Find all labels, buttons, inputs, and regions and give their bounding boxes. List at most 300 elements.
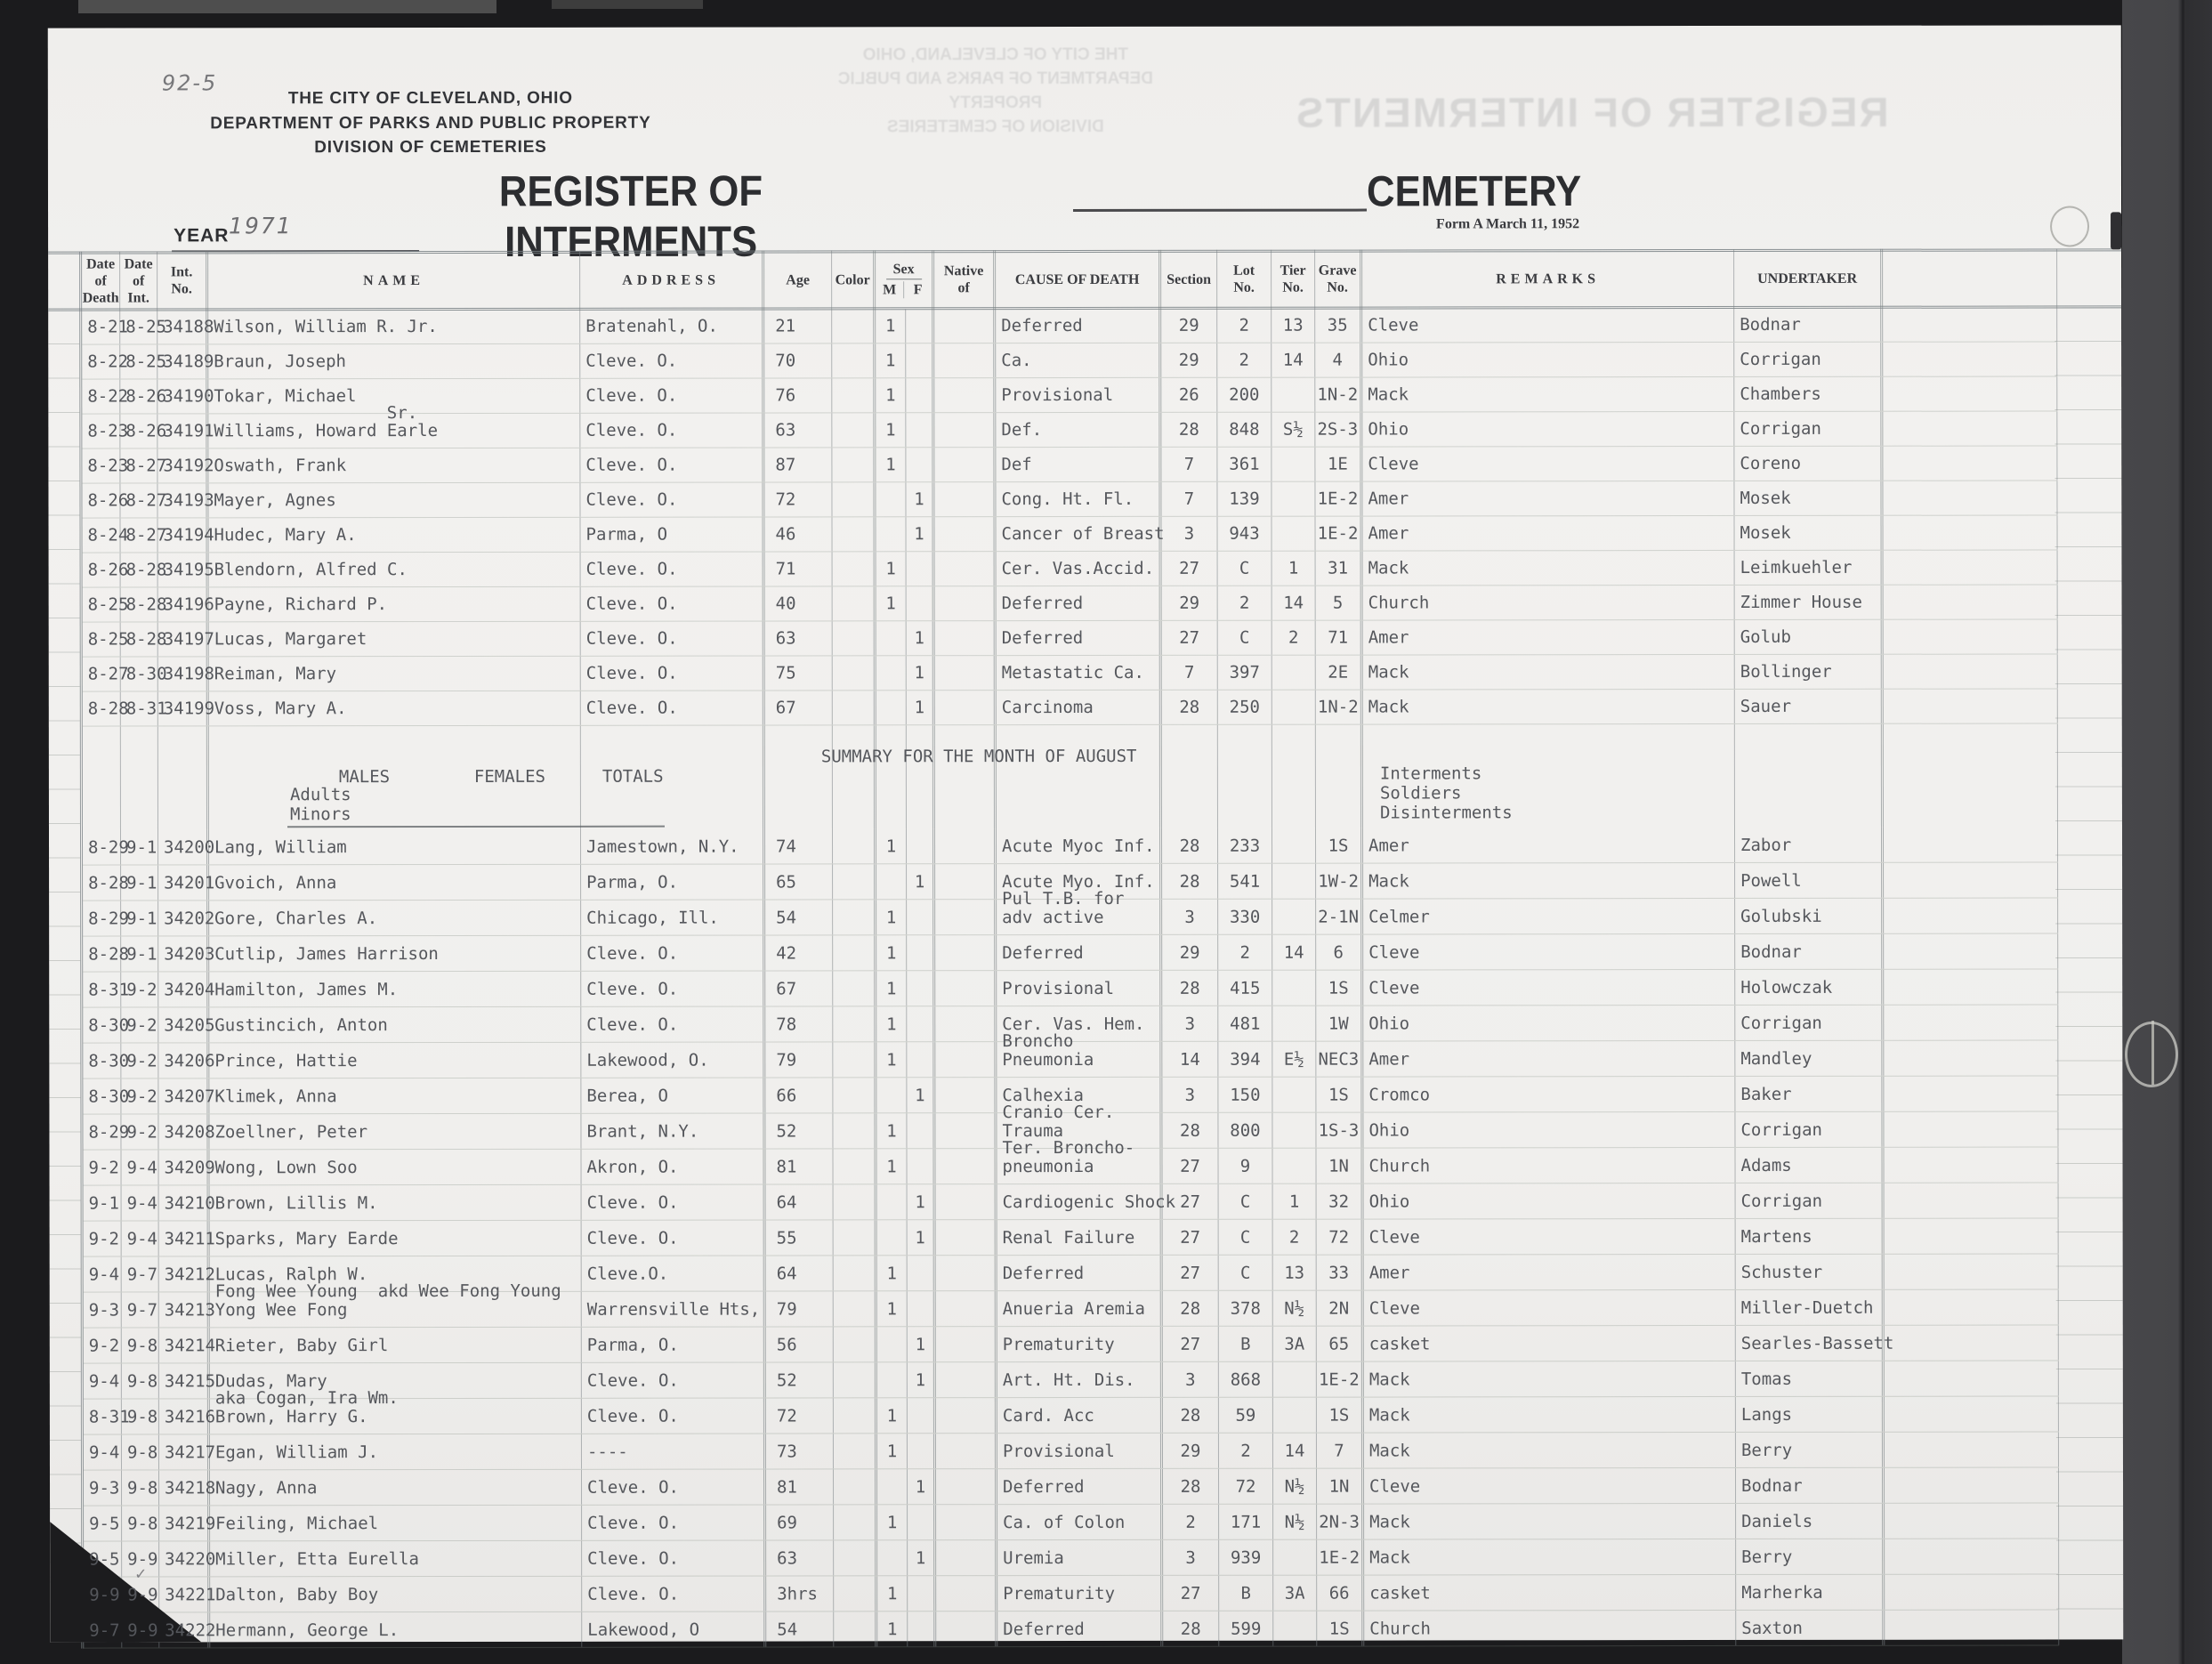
cell-grave [1315,309,1362,343]
header-sex-label: Sex [886,261,922,279]
cell-rem-value: Cleve [1368,454,1419,474]
cell-di-value: 9-2 [126,1086,157,1107]
cell-age-value: 56 [776,1334,797,1354]
cell-rem-value: Cleve [1368,977,1420,998]
cell-lot [1217,448,1271,481]
cell-addr-value: Cleve. O. [586,1370,679,1391]
cell-sec [1161,413,1217,447]
cell-f [908,1434,936,1468]
cell-age-value: 87 [775,455,796,475]
cell-color [833,935,876,970]
cell-sec [1163,1505,1219,1539]
cell-age [765,1149,833,1183]
cell-dd [84,1257,122,1292]
cell-age-value: 81 [777,1476,797,1497]
cell-lot [1218,828,1272,863]
header-date-of-int: Date of Int. [120,251,157,310]
cell-m-value: 1 [885,559,896,579]
cell-di-value: 9-8 [127,1477,158,1498]
cell-addr-value: Cleve. O. [585,594,678,614]
cell-name [209,622,581,657]
cell-lot [1218,691,1272,724]
cell-tier [1273,1220,1317,1255]
cell-rem [1362,308,1734,343]
cell-und [1736,1611,1885,1645]
cell-addr [582,1577,766,1611]
cell-addr-value: Bratenahl, O. [585,316,718,336]
cell-m [876,1006,907,1041]
cell-rem [1363,899,1735,934]
cell-grave-value: 1E-2 [1317,523,1359,544]
cell-rem-value: Mack [1368,870,1409,892]
cell-di [120,414,167,448]
cell-no [158,936,215,971]
cell-grave [1316,900,1363,934]
scanner-artifact [78,0,496,13]
cell-no-value: 34212 [164,1264,215,1284]
register-row-34200 [83,827,2058,865]
cell-und [1736,1255,1885,1289]
cell-no-value: 34197 [163,629,214,650]
cell-m [877,1184,908,1219]
cell-color [832,309,876,343]
cell-x [1885,1325,2059,1360]
cell-age [765,656,833,690]
cell-age-value: 78 [776,1014,797,1034]
cell-no-value: 34208 [164,1121,215,1142]
cell-age-value: 66 [776,1085,797,1105]
cell-f [908,1362,936,1397]
header-date-of-death: Date of Death [82,252,120,311]
cell-native [935,517,997,551]
cell-age [765,586,833,620]
cell-color [833,691,876,724]
cemetery-blank-line [1073,209,1367,212]
cell-no [158,1043,215,1078]
cell-f-value: 1 [915,1547,926,1568]
cell-di-value: 9-7 [126,1299,158,1321]
register-row-34219 [84,1503,2059,1541]
cell-di [122,1185,159,1220]
register-row-34211 [84,1218,2059,1256]
cell-m [876,656,907,690]
cell-und [1735,586,1884,619]
cell-addr [582,1612,766,1647]
cell-name [209,1007,581,1043]
cell-cause-value: Provisional [1002,1441,1115,1461]
cell-age [766,1398,834,1433]
cell-no [158,587,214,621]
cell-age-value: 67 [775,698,796,718]
cell-color [834,1576,877,1611]
cell-cause-value: Trauma [1002,1120,1064,1141]
cell-age-value: 74 [776,836,796,856]
cell-addr [582,1506,766,1540]
cell-di-value: 8-26 [125,386,167,407]
cell-dd-value: 8-28 [88,944,129,965]
cell-x [1884,550,2058,584]
cell-di [120,310,166,343]
cell-lot [1219,1362,1273,1397]
cell-sec-value: 28 [1180,1405,1201,1426]
cell-grave-value: 1S [1328,1619,1350,1639]
cell-no-value: 34211 [164,1228,215,1248]
cell-no-value: 34221 [165,1584,216,1604]
cell-native [935,1149,997,1183]
cell-rem-value: casket [1369,1582,1431,1603]
cell-tier [1272,864,1316,899]
handwritten-check-icon: ✓ [134,1565,148,1584]
cell-sec-value: 28 [1179,836,1200,856]
cell-name-value: Hudec, Mary A. [214,525,357,545]
month-summary-row [83,723,2058,829]
cell-dd [84,1506,122,1541]
cell-sec-value: 28 [1178,419,1199,440]
cell-f [908,1398,936,1433]
cell-di [120,448,167,482]
cell-dd-value: 8-26 [87,490,129,511]
cell-f [906,482,934,516]
cell-tier [1272,971,1316,1006]
cell-tier [1273,1540,1317,1575]
cell-sec-value: 29 [1178,315,1199,335]
cell-native [934,378,996,412]
cell-no-value: 34213 [164,1299,215,1320]
cell-lot-value: 2 [1239,315,1249,335]
cell-und [1736,1539,1885,1574]
cell-cause-value: Ca. of Colon [1003,1512,1126,1532]
cell-name [210,1506,582,1541]
cell-dd [83,1079,130,1114]
cell-no [158,657,214,691]
cell-grave [1317,1576,1364,1611]
cell-lot-value: 150 [1230,1085,1261,1105]
cell-dd-value: 9-1 [88,1193,119,1214]
cell-tier [1272,935,1316,970]
cell-dd-value: 8-30 [88,1086,130,1107]
cell-sec [1163,1256,1219,1290]
cell-no-value: 34205 [164,1014,215,1035]
cell-name [210,1434,582,1470]
cell-lot-value: B [1240,1334,1251,1354]
cell-age [765,935,833,970]
cell-name-above: Fong Wee Young akd Wee Fong Young [214,1280,561,1302]
cell-di [121,901,158,935]
cell-rem-value: Cleve [1368,315,1419,335]
cell-age [764,482,832,516]
cell-dd-value: 8-26 [87,560,129,580]
cell-cause-value: Prematurity [1003,1583,1116,1603]
cell-rem-value: Church [1368,1155,1431,1176]
cell-grave [1316,1149,1363,1183]
cell-sec [1163,1291,1219,1326]
cell-no [158,691,215,725]
cell-und [1734,343,1883,376]
cell-age-value: 46 [775,524,796,545]
cell-addr-value: Warrensville Hts, [586,1299,761,1320]
cell-age [766,1256,834,1290]
cell-addr-value: Cleve. O. [587,1477,679,1498]
cell-native [936,1398,997,1433]
cell-dd [83,692,129,726]
cell-sec-value: 29 [1178,350,1199,370]
cell-dd [83,901,129,936]
cell-m-value: 1 [886,1156,897,1176]
cell-m [876,448,906,481]
cell-cause-value: pneumonia [1002,1156,1094,1176]
cell-und-value: Berry [1741,1547,1793,1567]
cell-di-value: 9-9 [127,1584,158,1605]
cell-tier-value: 2 [1288,1227,1300,1248]
cell-cause [996,378,1161,412]
cell-age-value: 76 [775,385,796,406]
cell-rem-value: Ohio [1368,419,1409,440]
cell-color [832,482,876,516]
cell-f [908,1505,936,1539]
cell-no-value: 34210 [164,1192,215,1213]
cell-color [832,448,876,481]
cell-sec [1162,621,1218,655]
handwritten-page-number: 92-5 [161,70,218,96]
cell-di-value: 8-28 [125,560,167,580]
cell-tier [1273,1291,1317,1326]
cell-age [765,1078,833,1112]
cell-color [834,1434,877,1468]
cell-grave [1316,1078,1363,1112]
cell-lot [1219,1220,1273,1255]
cell-cause [997,552,1162,586]
cell-m [876,828,907,863]
cell-cause [996,413,1161,447]
cell-tier [1272,656,1316,690]
cell-color [833,1006,876,1041]
cell-lot [1218,656,1272,690]
cell-grave-value: 1S [1328,836,1349,856]
cell-di [122,1434,159,1469]
cell-cause-value: adv active [1002,907,1104,927]
cell-addr-value: Parma, O [585,524,668,545]
cell-tier-value: 14 [1282,350,1304,370]
cell-und-value: Bollinger [1740,661,1832,682]
cell-grave [1317,1398,1364,1433]
cell-m [876,621,907,655]
cell-native [935,621,997,655]
cell-rem-value: Amer [1368,523,1409,544]
register-row-34206 [83,1031,2058,1078]
cell-und [1736,1361,1885,1396]
cell-f [907,1113,935,1148]
cell-grave [1316,656,1363,690]
cell-age [766,1469,834,1504]
cell-sec-value: 28 [1179,1120,1200,1141]
cell-und-value: Marherka [1741,1582,1823,1603]
cell-x [1884,619,2058,653]
cell-dd [83,553,129,587]
cell-no [158,865,215,900]
cell-x [1885,1396,2059,1431]
cell-addr [581,553,765,586]
cell-rem [1363,1112,1735,1148]
cell-di-value: 9-4 [126,1192,157,1214]
cell-name-value: Mayer, Agnes [214,490,336,511]
cell-m [876,517,907,551]
cell-grave-value: 65 [1328,1334,1350,1354]
cell-sec-value: 7 [1183,662,1195,683]
cell-grave-value: 1N [1328,1156,1349,1176]
cell-lot [1218,586,1272,620]
cell-x [1884,1111,2058,1146]
cell-dd [82,415,129,448]
cell-cause-value: Deferred [1003,1476,1085,1497]
cell-lot-value: 72 [1235,1476,1256,1497]
cell-addr [582,1256,766,1291]
cell-di [121,1007,158,1042]
cell-tier [1273,1611,1317,1646]
cell-addr [581,1043,765,1078]
cell-cause-value: Cardiogenic Shock [1002,1191,1176,1212]
cell-grave [1315,343,1362,377]
cell-name [209,829,581,865]
cell-cause-value: Renal Failure [1002,1227,1135,1248]
cell-dd-value: 8-22 [87,386,129,407]
cell-addr [582,1470,766,1505]
cell-lot [1218,1042,1272,1077]
cell-und-value: Golubski [1740,906,1822,926]
cell-addr-value: Cleve. O. [587,1584,680,1604]
cell-grave-value: 1E-2 [1319,1547,1360,1568]
cell-no [157,344,214,378]
cell-dd-value: 8-31 [88,1407,130,1427]
cell-f [907,971,935,1006]
cell-rem-value: Mack [1368,662,1409,683]
cell-native [935,900,997,934]
cell-lot [1218,864,1272,899]
cell-native [934,309,996,343]
cell-tier [1272,517,1316,551]
cell-cause-value: Deferred [1002,942,1084,963]
cell-tier [1271,343,1315,377]
cell-und-value: Saxton [1741,1618,1803,1638]
cell-rem-value: Cleve [1368,1226,1420,1248]
cell-tier-value: N½ [1284,1476,1305,1497]
cell-sec [1162,552,1218,586]
cell-cause-value: Card. Acc [1002,1405,1094,1426]
cell-und [1736,1326,1894,1361]
cell-no [158,829,215,864]
header-name: NAME [208,251,580,311]
cell-no-value: 34204 [164,979,215,999]
cell-no-value: 34194 [163,525,214,545]
cell-tier-value: 13 [1284,1263,1305,1283]
cell-di [121,1043,158,1078]
rows-september [83,827,2059,1648]
cell-dd [82,311,128,344]
cell-no [159,1541,216,1576]
cell-m [877,1540,908,1575]
cell-age-value: 75 [775,663,796,683]
cell-sec-value: 27 [1180,1227,1201,1248]
cell-cause-value: Deferred [1002,1263,1085,1283]
cell-name-value: Lang, William [214,836,347,857]
cell-color [833,586,876,620]
cell-name [210,1185,582,1221]
cell-name-value: Braun, Joseph [214,351,346,372]
cell-und [1735,516,1884,550]
cell-sec [1161,482,1217,516]
cell-rem-value: Mack [1368,558,1409,578]
cell-name-value: Gvoich, Anna [214,872,337,893]
cell-dd-value: 8-23 [87,421,129,441]
cell-und [1735,970,1884,1005]
cell-cause [997,1398,1163,1433]
cell-tier [1273,1505,1317,1539]
cell-no-value: 34189 [163,351,214,372]
cell-rem [1363,1077,1735,1112]
cell-addr [581,1007,765,1042]
cell-age-value: 70 [775,351,796,371]
cell-grave-value: 1S [1328,978,1349,998]
cell-grave-value: 72 [1328,1227,1350,1248]
cell-und [1734,308,1883,342]
cell-di [122,1256,159,1291]
cell-und-value: Corrigan [1740,418,1821,439]
cell-age-value: 3hrs [777,1583,818,1603]
cell-m [877,1256,908,1290]
cell-x [1884,969,2058,1004]
cell-name [209,901,581,936]
cell-und-value: Baker [1740,1084,1792,1104]
cell-rem [1363,1041,1735,1077]
cell-no [158,1114,215,1149]
cell-m [877,1469,908,1504]
header-address: ADDRESS [580,251,764,310]
cell-rem-value: Amer [1368,835,1409,856]
cell-f [908,1327,936,1361]
cell-addr-value: Parma, O. [586,872,679,893]
cell-grave-value: 35 [1327,315,1348,335]
cell-age-value: 79 [776,1298,797,1319]
cell-sec [1161,448,1217,481]
cell-no [157,483,214,517]
cell-name-value: Lucas, Ralph W. [214,1264,368,1284]
cell-addr-value: Chicago, Ill. [586,908,719,928]
cell-und-value: Corrigan [1740,349,1821,369]
cell-addr-value: Cleve. O. [586,943,679,964]
cell-di-value: 8-28 [125,594,167,615]
header-native-of: Native of [934,250,996,309]
cell-native [936,1505,997,1539]
cell-f [907,621,935,655]
cell-dd [83,1151,121,1185]
cell-x [1884,933,2058,968]
cell-x [1883,411,2057,445]
cell-native [934,448,996,481]
cell-tier-value: N½ [1284,1512,1305,1532]
cell-und-value: Tomas [1740,1369,1793,1389]
register-row-34198 [83,654,2058,691]
cell-name-value: Hamilton, James M. [214,979,399,999]
cell-grave [1317,1256,1364,1290]
cell-m [876,552,907,586]
cell-name-value: Yong Wee Fong [214,1299,348,1320]
cell-name [209,553,581,587]
cell-grave-value: 2N [1328,1298,1350,1319]
summary-soldiers: Soldiers [1379,783,1462,804]
cell-lot-value: 2 [1239,350,1249,370]
cell-native [934,343,996,377]
cell-f-value: 1 [914,524,924,545]
cell-tier [1272,1149,1316,1183]
